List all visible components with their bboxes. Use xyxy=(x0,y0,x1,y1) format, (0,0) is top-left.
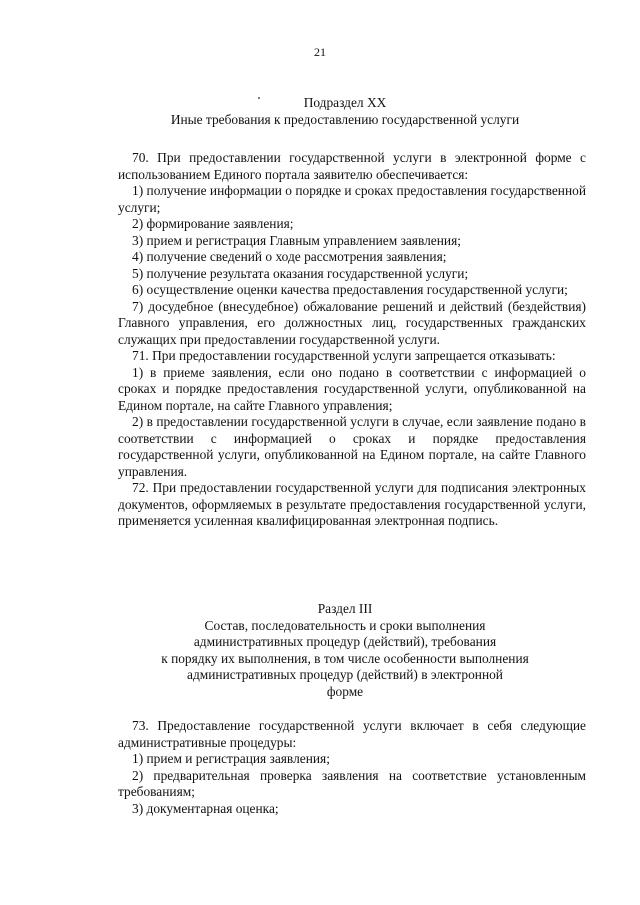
section-title-line-3: к порядку их выполнения, в том числе особенности выполнения xyxy=(161,650,529,666)
clause-73: 73. Предоставление государственной услуги включает в себя следующие административные процедуры: xyxy=(118,718,586,750)
clause-72: 72. При предоставлении государственной услуги для подписания электронных документов, оформляемых в результате предоставления государственной услуги, применяется усиленная квалифицированная электронная подпись. xyxy=(118,480,586,528)
section-title-line-4: административных процедур (действий) в электронной xyxy=(187,667,503,682)
clause-70: 70. При предоставлении государственной услуги в электронной форме с использованием Единого портала заявителю обеспечивается: xyxy=(118,150,586,182)
section-title-line-2: административных процедур (действий), требования xyxy=(193,634,497,649)
subsection-title: Иные требования к предоставлению государственной услуги xyxy=(170,111,520,127)
clause-70-item-5: 5) получение результата оказания государственной услуги; xyxy=(132,265,469,281)
section-title-line-5: форме xyxy=(326,683,364,699)
clause-70-item-2: 2) формирование заявления; xyxy=(132,216,294,231)
subsection-header xyxy=(110,95,580,128)
clause-73-item-2: 2) предварительная проверка заявления на соответствие установленным требованиям; xyxy=(118,767,586,799)
clause-70-item-6: 6) осуществление оценки качества предоставления государственной услуги; xyxy=(132,282,568,297)
clause-73-item-3: 3) документарная оценка; xyxy=(132,800,279,816)
subsection-heading: Подраздел XX xyxy=(303,95,387,110)
clause-70-item-1: 1) получение информации о порядке и сроках предоставления государственной услуги; xyxy=(118,183,586,215)
clause-70-item-3: 3) прием и регистрация Главным управлением заявления; xyxy=(132,232,461,248)
clause-70-item-7: 7) досудебное (внесудебное) обжалование решений и действий (бездействия) Главного управления, его должностных лиц, государственных гражданских служащих при предоставлении государственной услуги. xyxy=(118,298,586,347)
subsection-body xyxy=(118,150,586,530)
clause-73-item-1: 1) прием и регистрация заявления; xyxy=(132,751,330,766)
clause-71: 71. При предоставлении государственной услуги запрещается отказывать: xyxy=(132,348,556,363)
clause-71-item-2: 2) в предоставлении государственной услуги в случае, если заявление подано в соответствии с информацией о сроках и порядке предоставления государственной услуги, опубликованной на Едином портале, на сайте Главного управления. xyxy=(118,414,586,479)
section-body xyxy=(118,718,586,817)
section-title-line-1: Состав, последовательность и сроки выполнения xyxy=(204,617,486,633)
section-header xyxy=(110,601,580,700)
page-number: 21 xyxy=(314,45,326,59)
clause-70-item-4: 4) получение сведений о ходе рассмотрения заявления; xyxy=(132,249,447,264)
section-heading: Раздел III xyxy=(317,601,373,616)
clause-71-item-1: 1) в приеме заявления, если оно подано в соответствии с информацией о сроках и порядке предоставления государственной услуги, опубликованной на Едином портале, на сайте Главного управления; xyxy=(118,364,586,413)
